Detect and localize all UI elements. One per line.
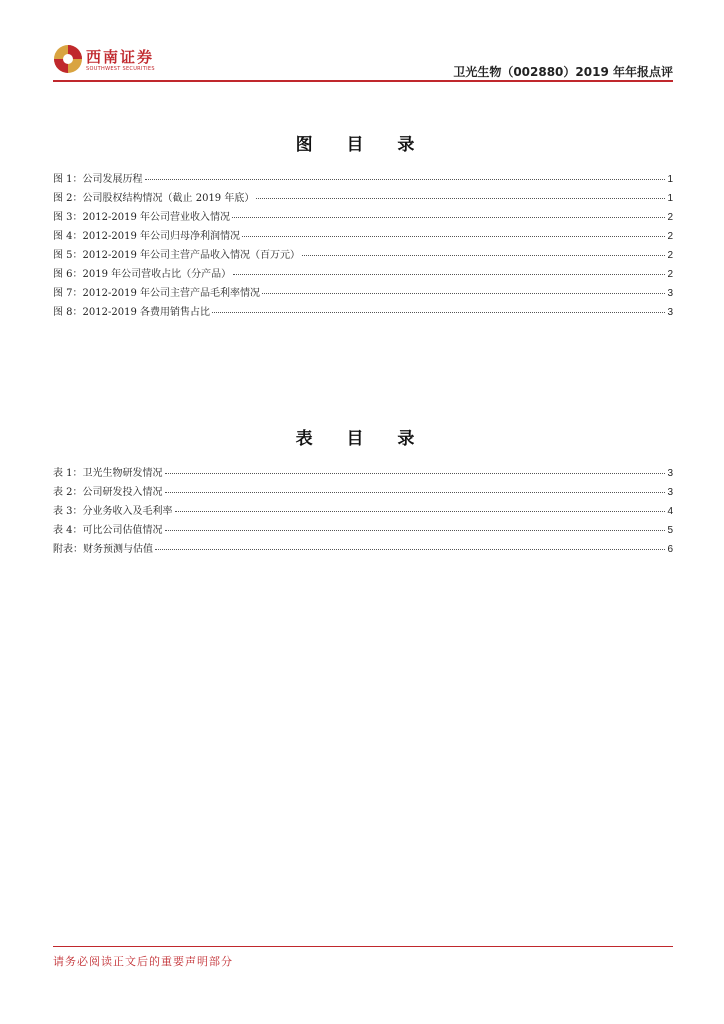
dot-leader xyxy=(165,492,666,493)
toc-page-number: 3 xyxy=(667,307,673,318)
figures-heading: 图 目 录 xyxy=(295,135,429,155)
list-item[interactable] xyxy=(53,189,673,208)
toc-page-number: 2 xyxy=(667,269,673,280)
toc-page-number: 3 xyxy=(667,468,673,479)
toc-entry-label: 图 5：2012-2019 年公司主营产品收入情况（百万元） xyxy=(53,250,300,261)
list-item[interactable] xyxy=(53,502,673,521)
list-item[interactable] xyxy=(53,464,673,483)
toc-entry-label: 附表：财务预测与估值 xyxy=(53,544,153,555)
list-item[interactable] xyxy=(53,265,673,284)
dot-leader xyxy=(212,312,665,313)
disclaimer-notice: 请务必阅读正文后的重要声明部分 xyxy=(53,955,233,968)
dot-leader xyxy=(262,293,665,294)
toc-entry-label: 表 4：可比公司估值情况 xyxy=(53,525,163,536)
toc-entry-label: 图 8：2012-2019 各费用销售占比 xyxy=(53,307,210,318)
toc-page-number: 1 xyxy=(667,174,673,185)
dot-leader xyxy=(165,530,666,531)
dot-leader xyxy=(232,217,665,218)
toc-entry-label: 图 1：公司发展历程 xyxy=(53,174,143,185)
dot-leader xyxy=(233,274,665,275)
toc-page-number: 4 xyxy=(667,506,673,517)
dot-leader xyxy=(242,236,665,237)
list-item[interactable] xyxy=(53,208,673,227)
toc-entry-label: 图 2：公司股权结构情况（截止 2019 年底） xyxy=(53,193,255,204)
tables-heading: 表 目 录 xyxy=(295,429,429,449)
toc-page-number: 3 xyxy=(667,288,673,299)
dot-leader xyxy=(155,549,665,550)
tables-list xyxy=(53,464,673,559)
figures-list xyxy=(53,170,673,322)
list-item[interactable] xyxy=(53,227,673,246)
dot-leader xyxy=(256,198,665,199)
toc-entry-label: 图 6：2019 年公司营收占比（分产品） xyxy=(53,269,232,280)
dot-leader xyxy=(165,473,666,474)
toc-page-number: 1 xyxy=(667,193,673,204)
toc-entry-label: 表 3：分业务收入及毛利率 xyxy=(53,506,173,517)
toc-entry-label: 表 1：卫光生物研发情况 xyxy=(53,468,163,479)
list-item[interactable] xyxy=(53,303,673,322)
list-item[interactable] xyxy=(53,170,673,189)
dot-leader xyxy=(302,255,665,256)
toc-page-number: 2 xyxy=(667,250,673,261)
list-item[interactable] xyxy=(53,483,673,502)
logo-english-name: SOUTHWEST SECURITIES xyxy=(86,66,155,72)
report-title: 卫光生物（002880）2019 年年报点评 xyxy=(453,65,673,79)
toc-page-number: 6 xyxy=(667,544,673,555)
header-divider xyxy=(53,80,673,82)
toc-entry-label: 图 4：2012-2019 年公司归母净利润情况 xyxy=(53,231,240,242)
list-item[interactable] xyxy=(53,540,673,559)
dot-leader xyxy=(145,179,666,180)
toc-page-number: 5 xyxy=(667,525,673,536)
list-item[interactable] xyxy=(53,246,673,265)
toc-entry-label: 图 7：2012-2019 年公司主营产品毛利率情况 xyxy=(53,288,260,299)
toc-page-number: 3 xyxy=(667,487,673,498)
toc-entry-label: 表 2：公司研发投入情况 xyxy=(53,487,163,498)
toc-page-number: 2 xyxy=(667,231,673,242)
page-header xyxy=(53,38,673,80)
toc-entry-label: 图 3：2012-2019 年公司营业收入情况 xyxy=(53,212,230,223)
list-item[interactable] xyxy=(53,284,673,303)
list-item[interactable] xyxy=(53,521,673,540)
footer-divider xyxy=(53,946,673,947)
logo-emblem-icon xyxy=(53,44,83,74)
dot-leader xyxy=(175,511,666,512)
logo-chinese-name: 西南证券 xyxy=(86,48,155,66)
toc-page-number: 2 xyxy=(667,212,673,223)
